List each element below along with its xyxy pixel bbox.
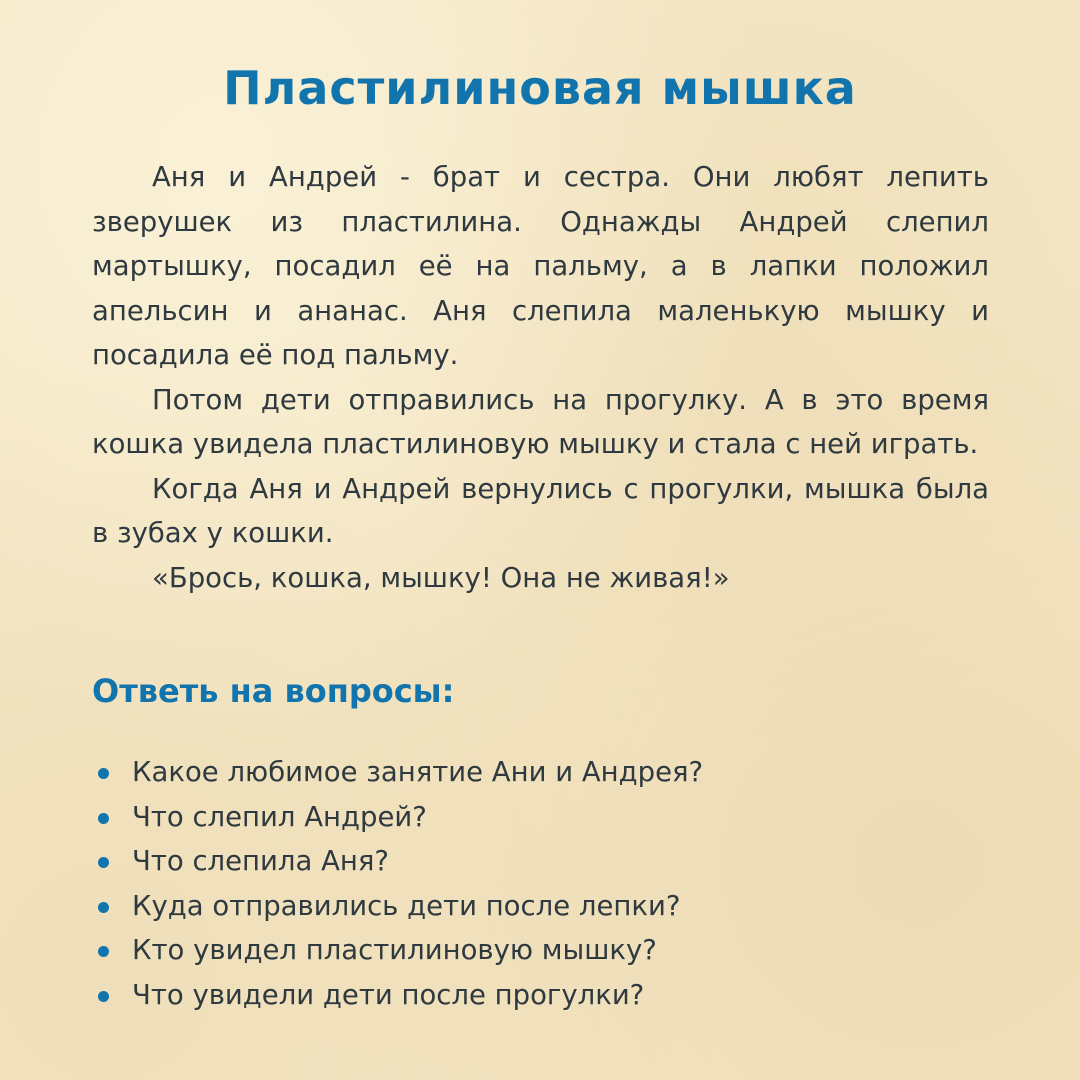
bullet-icon [98, 946, 109, 957]
question-text: Что увидели дети после прогулки? [132, 978, 645, 1011]
story-paragraph: Когда Аня и Андрей вернулись с прогулки, мышка была в зубах у кошки. [92, 472, 989, 549]
page-title: Пластилиновая мышка [223, 61, 857, 115]
bullet-icon [98, 991, 109, 1002]
story-paragraph: Потом дети отправились на прогулку. А в это время кошка увидела пластилиновую мышку и стала с ней играть. [92, 383, 989, 460]
story-paragraph: Аня и Андрей - брат и сестра. Они любят лепить зверушек из пластилина. Однажды Андрей слепил мартышку, посадил её на пальму, а в лапки положил апельсин и ананас. Аня слепила маленькую мышку и посадила её под пальму. [92, 161, 989, 371]
bullet-icon [98, 813, 109, 824]
question-text: Что слепила Аня? [132, 845, 390, 877]
question-item [92, 884, 992, 929]
question-text: Кто увидел пластилиновую мышку? [132, 934, 657, 966]
bullet-icon [98, 857, 109, 868]
question-text: Что слепил Андрей? [132, 800, 427, 833]
question-text: Куда отправились дети после лепки? [132, 889, 681, 922]
questions-list [92, 750, 992, 1017]
bullet-icon [98, 768, 109, 779]
bullet-icon [98, 902, 109, 913]
story-paragraph: «Брось, кошка, мышку! Она не живая!» [152, 561, 730, 594]
questions-heading: Ответь на вопросы: [92, 672, 455, 710]
question-text: Какое любимое занятие Ани и Андрея? [132, 756, 704, 788]
question-item [92, 839, 992, 884]
question-item [92, 928, 992, 973]
question-item [92, 973, 992, 1018]
story-text [92, 155, 989, 600]
question-item [92, 750, 992, 795]
question-item [92, 795, 992, 840]
